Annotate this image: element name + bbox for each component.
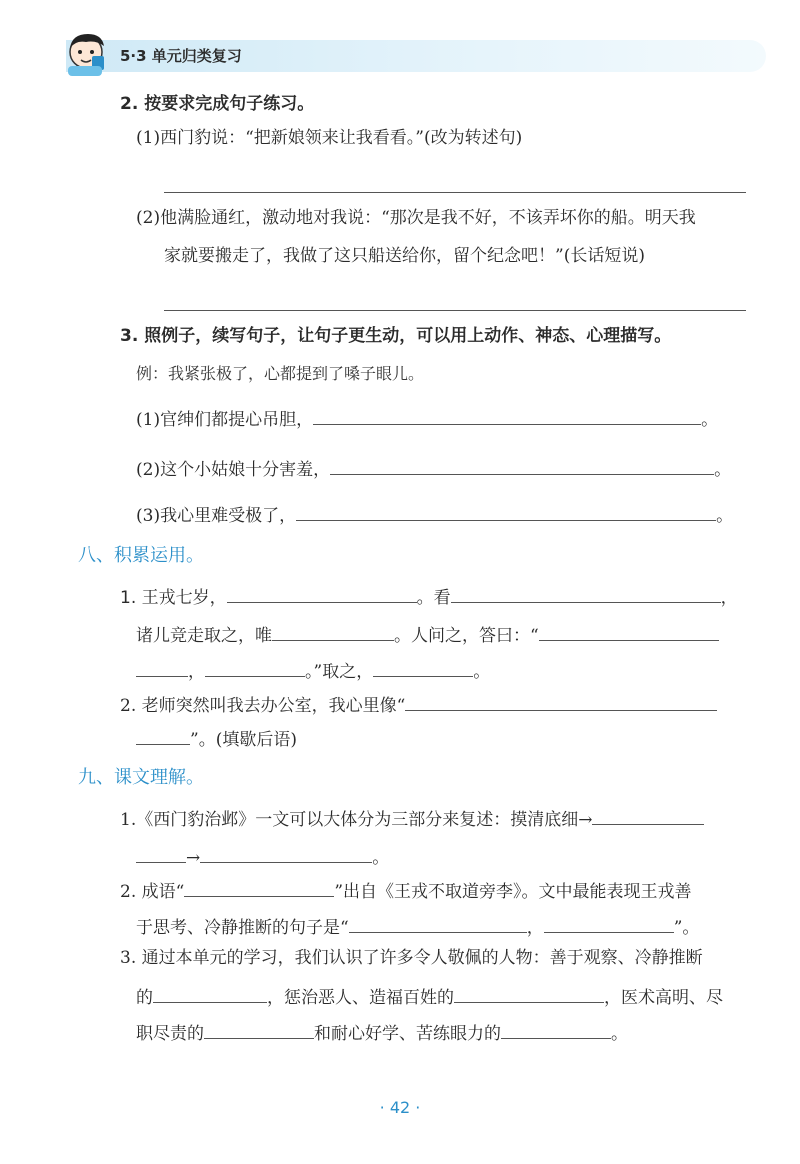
q2-sentence-2-line-2: 家就要搬走了，我做了这只船送给你，留个纪念吧！”(长话短说) xyxy=(164,246,645,266)
page-number: · 42 · xyxy=(379,1098,421,1117)
q3-item-2 xyxy=(136,454,731,482)
q2-title: 2. 按要求完成句子练习。 xyxy=(120,94,315,114)
blank[interactable] xyxy=(296,500,716,521)
s9-q2-line-2 xyxy=(136,912,699,940)
s8-q2-text-b: ”。(填歇后语) xyxy=(190,730,297,750)
s9-q2-text-e: ”。 xyxy=(673,918,700,938)
s9-q2-text-b: ”出自《王戎不取道旁李》。文中最能表现王戎善 xyxy=(334,882,692,902)
s9-q1-line-2 xyxy=(136,842,389,870)
blank[interactable] xyxy=(373,656,473,677)
blank[interactable] xyxy=(313,404,701,425)
s9-q3-line-3 xyxy=(136,1018,628,1046)
blank[interactable] xyxy=(454,982,604,1003)
s9-q3-text-c: ，惩治恶人、造福百姓的 xyxy=(267,988,454,1008)
s8-q1-line-3 xyxy=(136,656,490,684)
s9-q3-text-b: 的 xyxy=(136,988,153,1008)
period: 。 xyxy=(701,410,719,430)
blank[interactable] xyxy=(205,656,305,677)
s9-q2-text-a: 2. 成语“ xyxy=(120,882,185,902)
blank[interactable] xyxy=(272,620,394,641)
blank[interactable] xyxy=(204,1018,314,1039)
s8-q1-text-f: ， xyxy=(188,662,205,682)
period: 。 xyxy=(716,506,734,526)
blank[interactable] xyxy=(539,620,719,641)
q3-item-2-text: (2)这个小姑娘十分害羞， xyxy=(136,460,331,480)
arrow-icon: → xyxy=(186,848,201,868)
q3-example: 例：我紧张极了，心都提到了嗓子眼儿。 xyxy=(136,364,425,383)
blank[interactable] xyxy=(330,454,714,475)
blank[interactable] xyxy=(136,724,190,745)
q3-title: 3. 照例子，续写句子，让句子更生动，可以用上动作、神态、心理描写。 xyxy=(120,326,672,346)
blank[interactable] xyxy=(349,912,527,933)
s9-q2-text-d: ， xyxy=(526,918,544,938)
blank[interactable] xyxy=(592,804,704,825)
s9-q2-text-c: 于思考、冷静推断的句子是“ xyxy=(136,918,349,938)
s8-q1-text-d: 诸儿竞走取之，唯 xyxy=(136,626,272,646)
q3-item-1 xyxy=(136,404,718,432)
blank[interactable] xyxy=(136,656,188,677)
s9-q3-line-1: 3. 通过本单元的学习，我们认识了许多令人敬佩的人物：善于观察、冷静推断 xyxy=(120,948,703,968)
s9-q1-line-1 xyxy=(120,804,704,832)
s8-q1-text-h: 。 xyxy=(473,662,491,682)
boy-mascot-icon xyxy=(62,28,114,76)
s8-q1-line-2 xyxy=(136,620,719,648)
answer-line[interactable] xyxy=(164,310,746,311)
blank[interactable] xyxy=(451,582,721,603)
period: 。 xyxy=(714,460,732,480)
s9-q3-text-g: 。 xyxy=(611,1024,628,1044)
s8-q1-text-b: 。看 xyxy=(416,588,451,608)
s8-q1-line-1 xyxy=(120,582,738,610)
page-header-title: 5·3 单元归类复习 xyxy=(120,47,242,65)
blank[interactable] xyxy=(405,690,717,711)
s8-q1-text-g: 。”取之， xyxy=(305,662,374,682)
s9-q3-line-2 xyxy=(136,982,723,1010)
period: 。 xyxy=(372,848,390,868)
blank[interactable] xyxy=(227,582,417,603)
blank[interactable] xyxy=(501,1018,611,1039)
q3-item-3-text: (3)我心里难受极了， xyxy=(136,506,297,526)
s9-q1-text-a: 1.《西门豹治邺》一文可以大体分为三部分来复述：摸清底细→ xyxy=(120,810,593,830)
s8-q1-text-a: 1. 王戎七岁， xyxy=(120,588,227,608)
q3-item-3 xyxy=(136,500,733,528)
blank[interactable] xyxy=(153,982,267,1003)
s8-q1-text-e: 。人问之，答曰：“ xyxy=(394,626,539,646)
s8-q2-text-a: 2. 老师突然叫我去办公室，我心里像“ xyxy=(120,696,406,716)
q2-sentence-2-line-1: (2)他满脸通红，激动地对我说：“那次是我不好，不该弄坏你的船。明天我 xyxy=(136,208,696,228)
section-8-title: 八、积累运用。 xyxy=(78,545,204,566)
answer-line[interactable] xyxy=(164,192,746,193)
blank[interactable] xyxy=(200,842,372,863)
blank[interactable] xyxy=(544,912,674,933)
s8-q2-line-2 xyxy=(136,724,297,752)
s8-q2-line-1 xyxy=(120,690,717,718)
s9-q2-line-1 xyxy=(120,876,692,904)
q2-sentence-1: (1)西门豹说：“把新娘领来让我看看。”(改为转述句) xyxy=(136,128,523,148)
q3-item-1-text: (1)官绅们都提心吊胆， xyxy=(136,410,314,430)
blank[interactable] xyxy=(184,876,334,897)
s8-q1-text-c: ， xyxy=(720,588,738,608)
s9-q3-text-e: 职尽责的 xyxy=(136,1024,204,1044)
blank[interactable] xyxy=(136,842,186,863)
s9-q3-text-d: ，医术高明、尽 xyxy=(604,988,723,1008)
section-9-title: 九、课文理解。 xyxy=(78,767,204,788)
s9-q3-text-f: 和耐心好学、苦练眼力的 xyxy=(314,1024,501,1044)
